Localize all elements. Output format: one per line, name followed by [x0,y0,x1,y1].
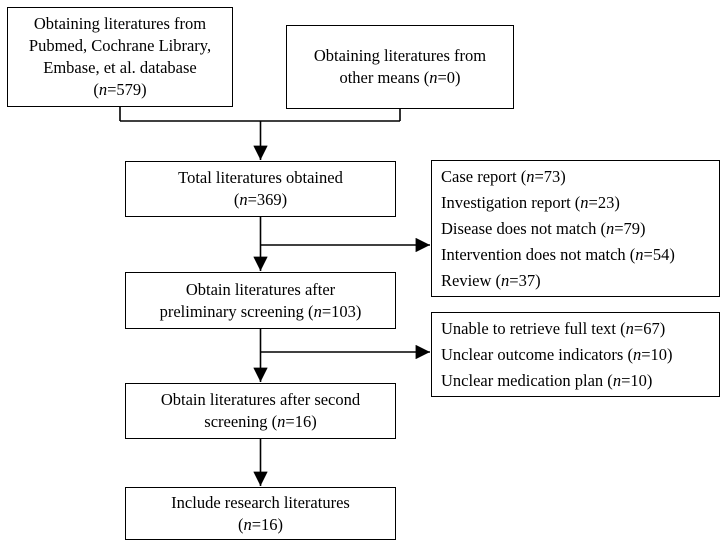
box-text-line: Include research literatures [171,492,350,512]
box-text-line: Obtaining literatures from [313,46,487,65]
exclusion-item: Unclear outcome indicators (n=10) [441,344,673,364]
box-source-databases [7,7,233,107]
box-excluded-second-screening [431,312,720,397]
box-text-line: Obtain literatures after [185,279,336,299]
box-text-line: (n=16) [237,514,284,534]
box-included-literatures [125,487,396,540]
box-text-line: Obtain literatures after second [160,390,361,409]
box-text-line: screening (n=16) [204,412,317,431]
box-text-line: preliminary screening (n=103) [159,301,362,321]
exclusion-item: Case report (n=73) [441,166,566,186]
box-text-line: other means (n=0) [339,68,461,87]
box-text-line: Embase, et al. database [43,58,197,77]
exclusion-item: Review (n=37) [441,270,541,290]
box-total-obtained [125,161,396,217]
box-after-preliminary-screening [125,272,396,329]
box-text-line: (n=369) [233,190,288,209]
box-text-line: (n=579) [93,80,147,99]
box-excluded-first-screening [431,160,720,297]
box-text-line: Obtaining literatures from [33,14,207,33]
exclusion-item: Investigation report (n=23) [441,192,620,212]
exclusion-item: Unclear medication plan (n=10) [441,370,653,390]
exclusion-item: Disease does not match (n=79) [441,218,646,238]
box-source-other [286,25,514,109]
exclusion-item: Intervention does not match (n=54) [441,244,675,264]
exclusion-item: Unable to retrieve full text (n=67) [441,318,666,338]
box-text-line: Pubmed, Cochrane Library, [28,36,212,55]
box-text-line: Total literatures obtained [178,168,343,187]
box-after-second-screening [125,383,396,439]
